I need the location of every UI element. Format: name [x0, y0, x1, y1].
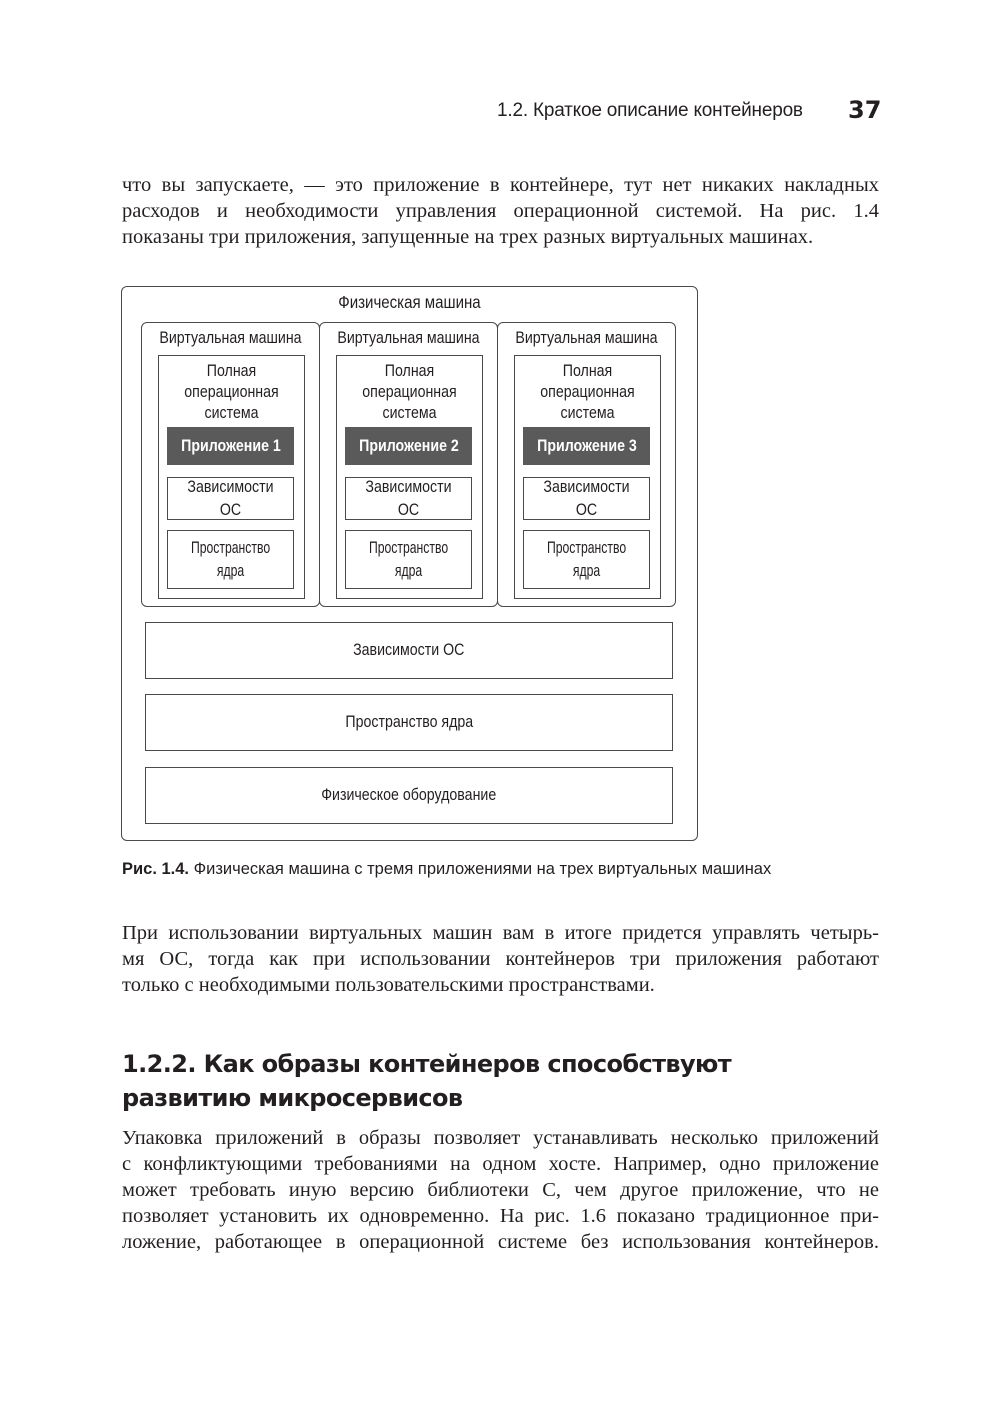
kernel-space-box — [345, 530, 472, 589]
heading-line: 1.2.2. Как образы контейнеров способствуют — [122, 1050, 732, 1078]
guest-os-box — [514, 355, 661, 599]
virtual-machine-box-3 — [497, 322, 676, 607]
text-line: При использовании виртуальных машин вам в итоге придется управлять четырь- — [122, 922, 879, 944]
os-label-line: операционная — [362, 383, 457, 401]
application-label: Приложение 2 — [358, 436, 459, 455]
vm-label: Виртуальная машина — [337, 329, 480, 347]
text-line: позволяет установить их одновременно. На рис. 1.6 показано традиционное при- — [122, 1205, 879, 1227]
kernel-label-line: Пространство — [368, 538, 449, 557]
text-line: что вы запускаете, — это приложение в контейнере, тут нет никаких накладных — [122, 174, 879, 196]
os-label-line: система — [560, 404, 615, 422]
text-line: мя ОС, тогда как при использовании контейнеров три приложения работают — [122, 948, 879, 970]
kernel-label-line: Пространство — [546, 538, 627, 557]
kernel-space-label — [184, 537, 276, 583]
application-label: Приложение 1 — [180, 436, 281, 455]
host-layer-label: Зависимости ОС — [353, 641, 465, 659]
os-dependencies-box — [523, 477, 650, 520]
guest-os-label — [347, 361, 472, 424]
kernel-label-line: Пространство — [190, 538, 271, 557]
host-os-dependencies-box — [145, 622, 673, 679]
guest-os-label — [169, 361, 294, 424]
paragraph-intro — [122, 172, 879, 250]
paragraph-images — [122, 1125, 879, 1255]
caption-prefix: Рис. 1.4. — [122, 860, 190, 878]
os-dependencies-label: Зависимости ОС — [543, 477, 630, 519]
vm-label: Виртуальная машина — [515, 329, 658, 347]
application-box-1 — [167, 427, 294, 465]
kernel-label-line: ядра — [216, 561, 245, 580]
application-box-3 — [523, 427, 650, 465]
host-layer-label: Пространство ядра — [345, 713, 473, 731]
os-label-line: Полная — [206, 362, 257, 380]
section-heading — [122, 1047, 882, 1115]
os-dependencies-label: Зависимости ОС — [187, 477, 274, 519]
text-line: расходов и необходимости управления операционной системой. На рис. 1.4 — [122, 200, 879, 222]
kernel-space-box — [167, 530, 294, 589]
figure-caption — [122, 860, 771, 879]
os-label-line: операционная — [540, 383, 635, 401]
os-dependencies-box — [345, 477, 472, 520]
os-dependencies-box — [167, 477, 294, 520]
kernel-space-label — [362, 537, 454, 583]
text-line: Упаковка приложений в образы позволяет устанавливать несколько приложений — [122, 1127, 879, 1149]
kernel-label-line: ядра — [394, 561, 423, 580]
host-kernel-space-box — [145, 694, 673, 751]
os-label-line: система — [204, 404, 259, 422]
paragraph-vm-vs-containers — [122, 920, 879, 998]
application-label: Приложение 3 — [536, 436, 637, 455]
text-line: может требовать иную версию библиотеки C, чем другое приложение, что не — [122, 1179, 879, 1201]
vm-label: Виртуальная машина — [159, 329, 302, 347]
kernel-space-box — [523, 530, 650, 589]
kernel-label-line: ядра — [572, 561, 601, 580]
kernel-space-label — [540, 537, 632, 583]
virtual-machine-box-2 — [319, 322, 498, 607]
os-label-line: операционная — [184, 383, 279, 401]
os-label-line: система — [382, 404, 437, 422]
os-dependencies-label: Зависимости ОС — [365, 477, 452, 519]
text-line: с конфликтующими требованиями на одном хосте. Например, одно приложение — [122, 1153, 879, 1175]
physical-hardware-box — [145, 767, 673, 824]
text-line: ложение, работающее в операционной системе без использования контейнеров. — [122, 1231, 879, 1253]
running-header-title: 1.2. Краткое описание контейнеров — [497, 100, 803, 121]
host-layer-label: Физическое оборудование — [321, 786, 497, 804]
os-label-line: Полная — [562, 362, 613, 380]
text-line: показаны три приложения, запущенные на трех разных виртуальных машинах. — [122, 226, 814, 248]
application-box-2 — [345, 427, 472, 465]
text-line: только с необходимыми пользовательскими пространствами. — [122, 974, 655, 996]
guest-os-label — [525, 361, 650, 424]
os-label-line: Полная — [384, 362, 435, 380]
virtual-machine-box-1 — [141, 322, 320, 607]
heading-line: развитию микросервисов — [122, 1084, 463, 1112]
guest-os-box — [336, 355, 483, 599]
physical-machine-label: Физическая машина — [338, 292, 481, 312]
page-number: 37 — [848, 96, 882, 124]
guest-os-box — [158, 355, 305, 599]
caption-text: Физическая машина с тремя приложениями на трех виртуальных машинах — [189, 860, 772, 878]
